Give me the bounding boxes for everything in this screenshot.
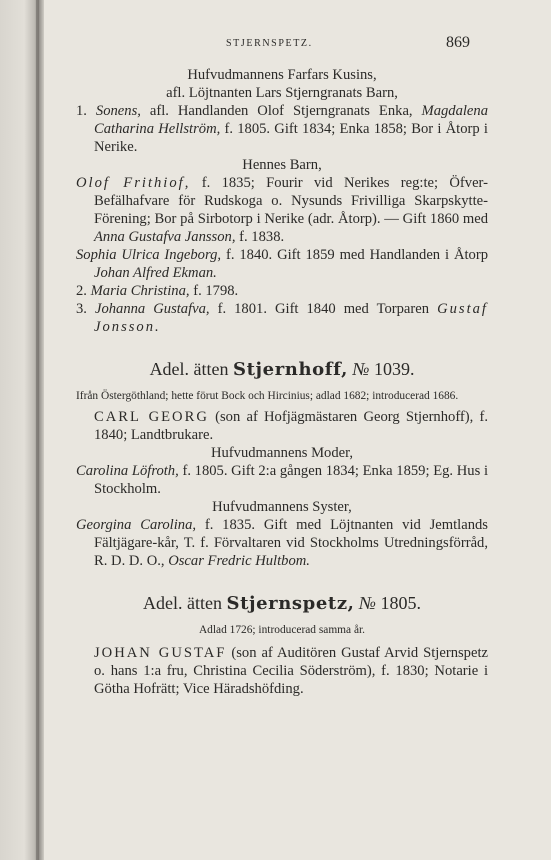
- sophia-text: f. 1840. Gift 1859 med Handlanden i Åtorp: [225, 247, 488, 263]
- olof-text: f. 1835; Fourir vid Nerikes reg:te; Öfver-Befälhafvare för Rudskoga o. Nysunds Frivilliga Skarpskytte-Förening; Bor på Sirbotorp i Nerike (adr. Åtorp). — Gift 1860 med: [94, 175, 488, 227]
- section-2-number-sign: №: [359, 593, 376, 613]
- entry-3: [76, 300, 488, 336]
- running-head: STJERNSPETZ.: [226, 38, 313, 49]
- section-1-number: 1039.: [373, 359, 415, 379]
- section-2-name: Stjernspetz,: [226, 593, 355, 614]
- georgina-text: f. 1835. Gift med Löjtnanten vid Jemtlands Fältjägare-kår, T. f. Förvaltaren vid Stockholms Utredningsförråd, R. D. D. O.,: [94, 517, 488, 569]
- entry-olof: [76, 174, 488, 246]
- page-header: [76, 34, 488, 54]
- carl-name: CARL GEORG: [94, 409, 209, 425]
- section-2-number: 1805.: [380, 593, 421, 613]
- entry-1: [76, 102, 488, 156]
- entry-carolina: [76, 462, 488, 498]
- carl-text: (son af Hofjägmästaren Georg Stjernhoff), f. 1840; Landtbrukare.: [94, 409, 489, 443]
- entry-carl-georg: [76, 408, 488, 444]
- olof-name: Olof Frithiof,: [76, 175, 191, 191]
- entry-1-text: afl. Handlanden Olof Stjerngranats Enka,: [149, 103, 413, 119]
- entry-1-name2: Magdalena Catharina Hellström,: [94, 103, 489, 137]
- sophia-name: Sophia Ulrica Ingeborg,: [76, 247, 222, 263]
- carolina-text: f. 1805. Gift 2:a gången 1834; Enka 1859; Eg. Hus i Stockholm.: [94, 463, 488, 497]
- section-heading-stjernhoff: [76, 358, 488, 381]
- page-number: 869: [446, 34, 470, 51]
- heading-moder: Hufvudmannens Moder,: [210, 445, 354, 461]
- section-1-number-sign: №: [352, 359, 370, 379]
- entry-2-number: 2.: [76, 283, 87, 299]
- olof-tail: f. 1838.: [239, 229, 285, 245]
- entry-2-text: f. 1798.: [193, 283, 239, 299]
- page-text: [76, 66, 488, 698]
- entry-1-text2: f. 1805. Gift 1834; Enka 1858; Bor i Åtorp i Nerike.: [94, 121, 488, 155]
- entry-1-number: 1.: [76, 103, 87, 119]
- heading-hennes-barn: Hennes Barn,: [242, 157, 322, 173]
- gutter-fold-line: [36, 0, 39, 860]
- entry-3-number: 3.: [76, 301, 87, 317]
- carolina-name: Carolina Löfroth,: [76, 463, 179, 479]
- entry-sophia: [76, 246, 488, 282]
- entry-2: [76, 282, 488, 300]
- entry-3-spouse: Gustaf Jonsson.: [94, 301, 488, 335]
- entry-3-name: Johanna Gustafva,: [94, 301, 210, 317]
- subheading-lars-barn: afl. Löjtnanten Lars Stjerngranats Barn,: [166, 85, 398, 101]
- section-1-origin: Ifrån Östergöthland; hette förut Bock och Hircinius; adlad 1682; introducerad 1686.: [76, 390, 459, 402]
- section-2-origin: Adlad 1726; introducerad samma år.: [198, 624, 366, 636]
- entry-georgina: [76, 516, 488, 570]
- johan-name: JOHAN GUSTAF: [94, 645, 227, 661]
- georgina-name: Georgina Carolina,: [76, 517, 197, 533]
- sophia-spouse: Johan Alfred Ekman.: [94, 265, 217, 281]
- heading-farfars-kusins: Hufvudmannens Farfars Kusins,: [187, 67, 377, 83]
- olof-spouse: Anna Gustafva Jansson,: [94, 229, 236, 245]
- section-2-prefix: Adel. ätten: [143, 593, 222, 613]
- section-heading-stjernspetz: [76, 592, 488, 615]
- entry-3-text: f. 1801. Gift 1840 med Torparen: [217, 301, 430, 317]
- heading-syster: Hufvudmannens Syster,: [212, 499, 352, 515]
- entry-2-name: Maria Christina,: [90, 283, 190, 299]
- section-1-prefix: Adel. ätten: [149, 359, 229, 379]
- entry-1-name: Sonens,: [95, 103, 141, 119]
- section-1-name: Stjernhoff,: [233, 359, 348, 380]
- entry-johan-gustaf: [76, 644, 488, 698]
- georgina-spouse: Oscar Fredric Hultbom.: [168, 553, 310, 569]
- johan-text: (son af Auditören Gustaf Arvid Stjernspetz o. hans 1:a fru, Christina Cecilia Söderström), f. 1830; Notarie i Götha Hofrätt; Vice Häradshöfding.: [94, 645, 488, 697]
